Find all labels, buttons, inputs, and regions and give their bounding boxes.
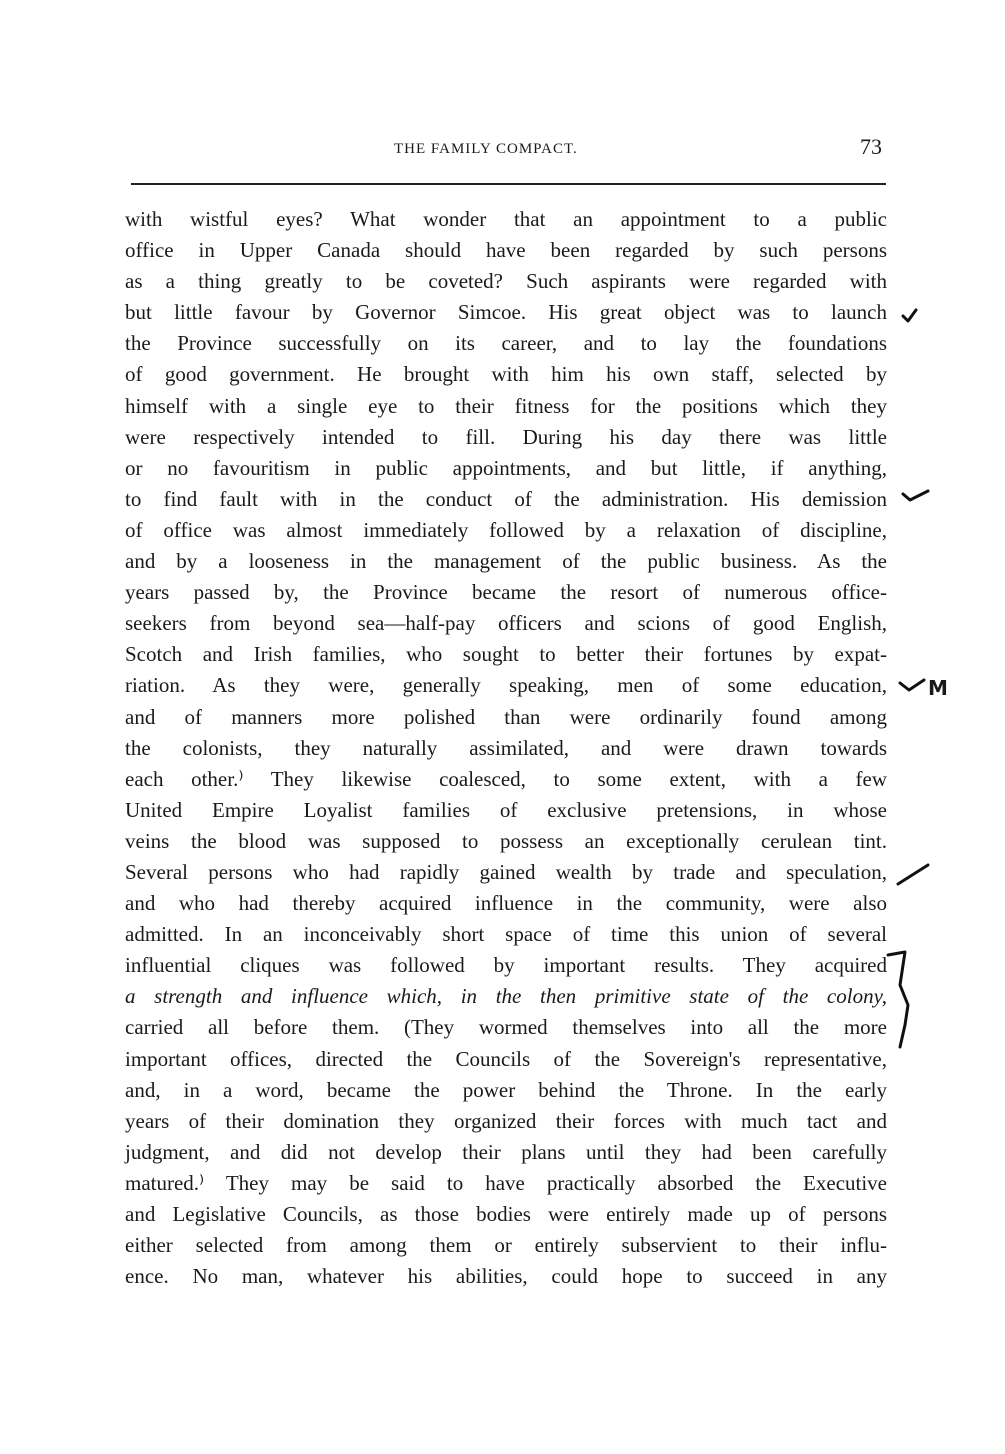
page-number: 73 <box>860 134 882 159</box>
text-line: years of their domination they organized their forces with much tact and <box>125 1108 887 1133</box>
text-line: Several persons who had rapidly gained wealth by trade and speculation, <box>125 859 887 884</box>
text-line: veins the blood was supposed to possess an exceptionally cerulean tint. <box>125 828 887 853</box>
text-line: the colonists, they naturally assimilated, and were drawn towards <box>125 735 887 760</box>
check-mark-icon <box>900 680 924 690</box>
text-line: and of manners more polished than were ordinarily found among <box>125 704 887 729</box>
text-line: were respectively intended to fill. During his day there was little <box>125 424 887 449</box>
text-line: and Legislative Councils, as those bodies were entirely made up of persons <box>125 1202 887 1226</box>
text-line: judgment, and did not develop their plans until they had been carefully <box>125 1139 887 1164</box>
text-line: and who had thereby acquired influence in the community, were also <box>125 891 887 916</box>
text-line: the Province successfully on its career, and to lay the foundations <box>125 331 887 356</box>
text-line: himself with a single eye to their fitness for the positions which they <box>125 393 887 418</box>
text-line: carried all before them. (They wormed themselves into all the more <box>125 1015 887 1040</box>
text-line: or no favouritism in public appointments, and but little, if anything, <box>125 455 887 480</box>
text-line: ence. No man, whatever his abilities, could hope to succeed in any <box>125 1264 887 1289</box>
text-line: influential cliques was followed by important results. They acquired <box>125 953 887 978</box>
text-line: seekers from beyond sea—half-pay officers and scions of good English, <box>125 611 887 636</box>
text-line: with wistful eyes? What wonder that an appointment to a public <box>125 207 887 231</box>
text-line: Scotch and Irish families, who sought to better their fortunes by expat- <box>125 642 887 667</box>
text-line: and by a looseness in the management of the public business. As the <box>125 549 887 574</box>
check-mark-icon <box>903 310 916 321</box>
text-line: of good government. He brought with him his own staff, selected by <box>125 362 887 387</box>
bracket-mark-icon <box>888 952 908 1047</box>
header-rule <box>131 183 886 185</box>
text-line: to find fault with in the conduct of the administration. His demission <box>125 486 887 511</box>
text-line: riation. As they were, generally speaking, men of some education, <box>125 673 887 698</box>
text-line: United Empire Loyalist families of exclusive pretensions, in whose <box>125 797 887 822</box>
running-title: THE FAMILY COMPACT. <box>394 141 578 157</box>
slash-mark-icon <box>898 865 928 884</box>
margin-initial: M <box>928 676 948 700</box>
check-mark-icon <box>903 491 928 500</box>
text-line: admitted. In an inconceivably short space of time this union of several <box>125 922 887 947</box>
text-line: but little favour by Governor Simcoe. His great object was to launch <box>125 300 887 325</box>
text-line: important offices, directed the Councils of the Sovereign's representative, <box>125 1046 887 1071</box>
text-line: matured.⁾ They may be said to have practically absorbed the Executive <box>125 1170 887 1195</box>
text-line: of office was almost immediately followed by a relaxation of discipline, <box>125 517 887 542</box>
text-line: office in Upper Canada should have been regarded by such persons <box>125 238 887 263</box>
text-line: years passed by, the Province became the resort of numerous office- <box>125 580 887 605</box>
text-line: either selected from among them or entirely subservient to their influ- <box>125 1233 887 1258</box>
text-line: as a thing greatly to be coveted? Such aspirants were regarded with <box>125 269 887 294</box>
text-line: a strength and influence which, in the then primitive state of the colony, <box>125 984 887 1009</box>
text-line: and, in a word, became the power behind the Throne. In the early <box>125 1077 887 1102</box>
text-line: each other.⁾ They likewise coalesced, to some extent, with a few <box>125 766 887 791</box>
body-text <box>125 204 887 1292</box>
